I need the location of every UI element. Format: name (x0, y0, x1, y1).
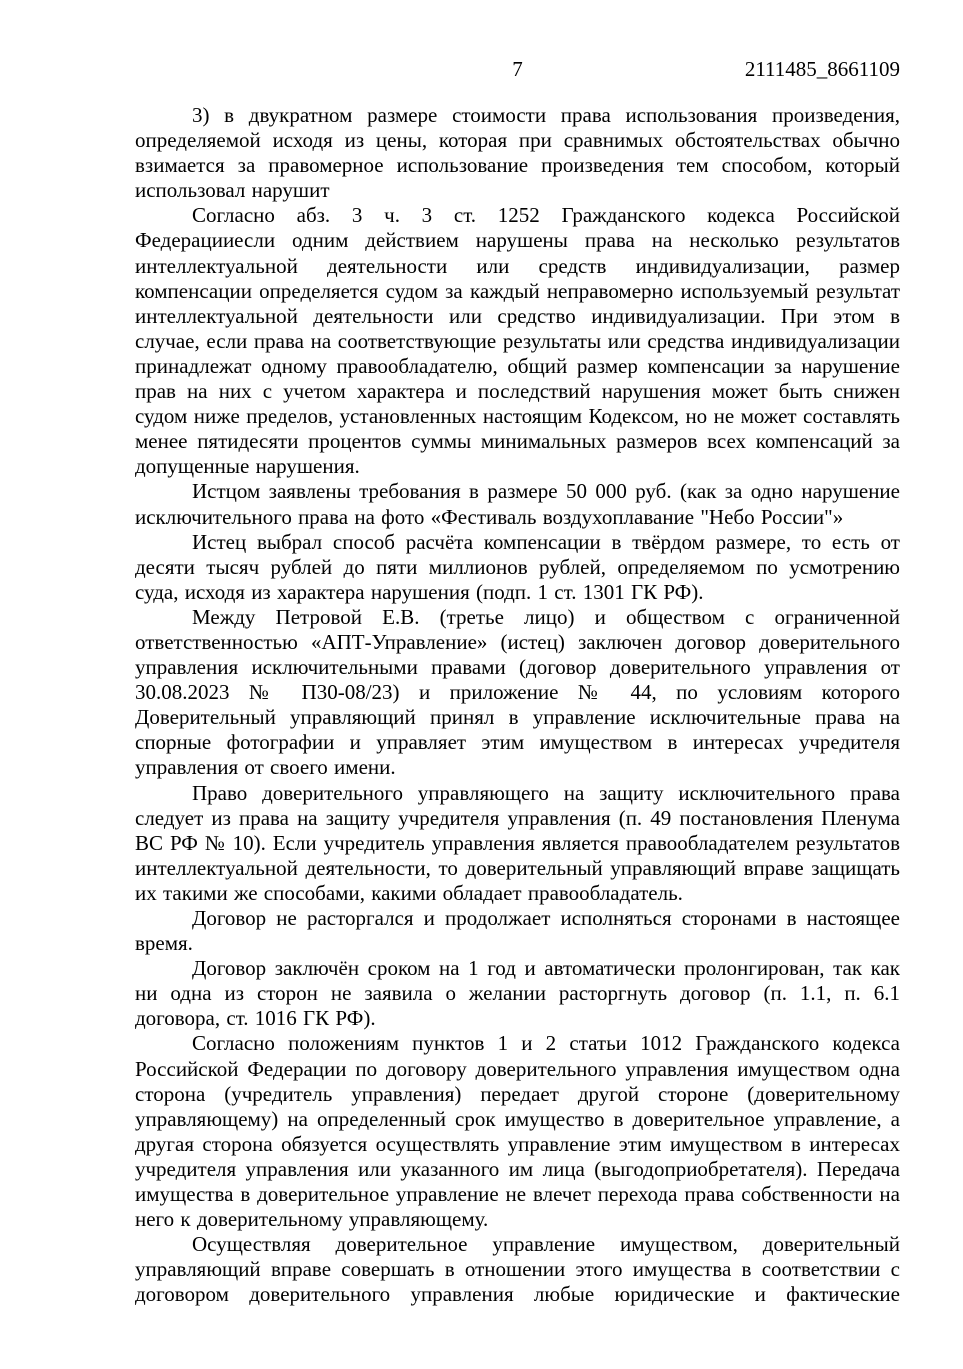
paragraph: Право доверительного управляющего на защиту исключительного права следует из права на защиту учредителя управления (п. 49 постановления Пленума ВС РФ № 10). Если учредитель управления является правообладателем результатов интеллектуальной деятельности, то доверительный управляющий вправе защищать их такими же способами, какими обладает правообладатель. (135, 780, 900, 905)
paragraph: Между Петровой Е.В. (третье лицо) и обществом с ограниченной ответственностью «АПТ-Управление» (истец) заключен договор доверительного управления исключительными правами (договор доверительного управления от 30.08.2023 № П30-08/23) и приложение № 44, по условиям которого Доверительный управляющий принял в управление исключительные права на спорные фотографии и управляет этим имуществом в интересах учредителя управления от своего имени. (135, 604, 900, 780)
paragraph: Договор не расторгался и продолжает исполняться сторонами в настоящее время. (135, 906, 900, 956)
paragraph: Согласно положениям пунктов 1 и 2 статьи 1012 Гражданского кодекса Российской Федерации по договору доверительного управления имуществом одна сторона (учредитель управления) передает другой стороне (доверительному управляющему) на определенный срок имущество в доверительное управление, а другая сторона обязуется осуществлять управление этим имуществом в интересах учредителя управления или указанного им лица (выгодоприобретателя). Передача имущества в доверительное управление не влечет перехода права собственности на него к доверительному управляющему. (135, 1031, 900, 1232)
document-body (135, 103, 900, 1308)
paragraph: 3) в двукратном размере стоимости права использования произведения, определяемой исходя из цены, которая при сравнимых обстоятельствах обычно взимается за правомерное использование произведения тем способом, который использовал нарушит (135, 103, 900, 203)
paragraph: Согласно абз. 3 ч. 3 ст. 1252 Гражданского кодекса Российской Федерацииесли одним действием нарушены права на несколько результатов интеллектуальной деятельности или средств индивидуализации, размер компенсации определяется судом за каждый неправомерно используемый результат интеллектуальной деятельности или средство индивидуализации. При этом в случае, если права на соответствующие результаты или средства индивидуализации принадлежат одному правообладателю, общий размер компенсации за нарушение прав на них с учетом характера и последствий нарушения может быть снижен судом ниже пределов, установленных настоящим Кодексом, но не может составлять менее пятидесяти процентов суммы минимальных размеров всех компенсаций за допущенные нарушения. (135, 203, 900, 479)
paragraph: Истцом заявлены требования в размере 50 000 руб. (как за одно нарушение исключительного права на фото «Фестиваль воздухоплавание "Небо России"» (135, 479, 900, 529)
page-header (135, 57, 900, 81)
paragraph: Осуществляя доверительное управление имуществом, доверительный управляющий вправе совершать в отношении этого имущества в соответствии с договором доверительного управления любые юридические и фактические (135, 1232, 900, 1307)
paragraph: Истец выбрал способ расчёта компенсации в твёрдом размере, то есть от десяти тысяч рублей до пяти миллионов рублей, определяемом по усмотрению суда, исходя из характера нарушения (подп. 1 ст. 1301 ГК РФ). (135, 529, 900, 604)
paragraph: Договор заключён сроком на 1 год и автоматически пролонгирован, так как ни одна из сторон не заявила о желании расторгнуть договор (п. 1.1, п. 6.1 договора, ст. 1016 ГК РФ). (135, 956, 900, 1031)
page-number: 7 (512, 57, 523, 81)
document-id: 2111485_8661109 (744, 57, 900, 81)
